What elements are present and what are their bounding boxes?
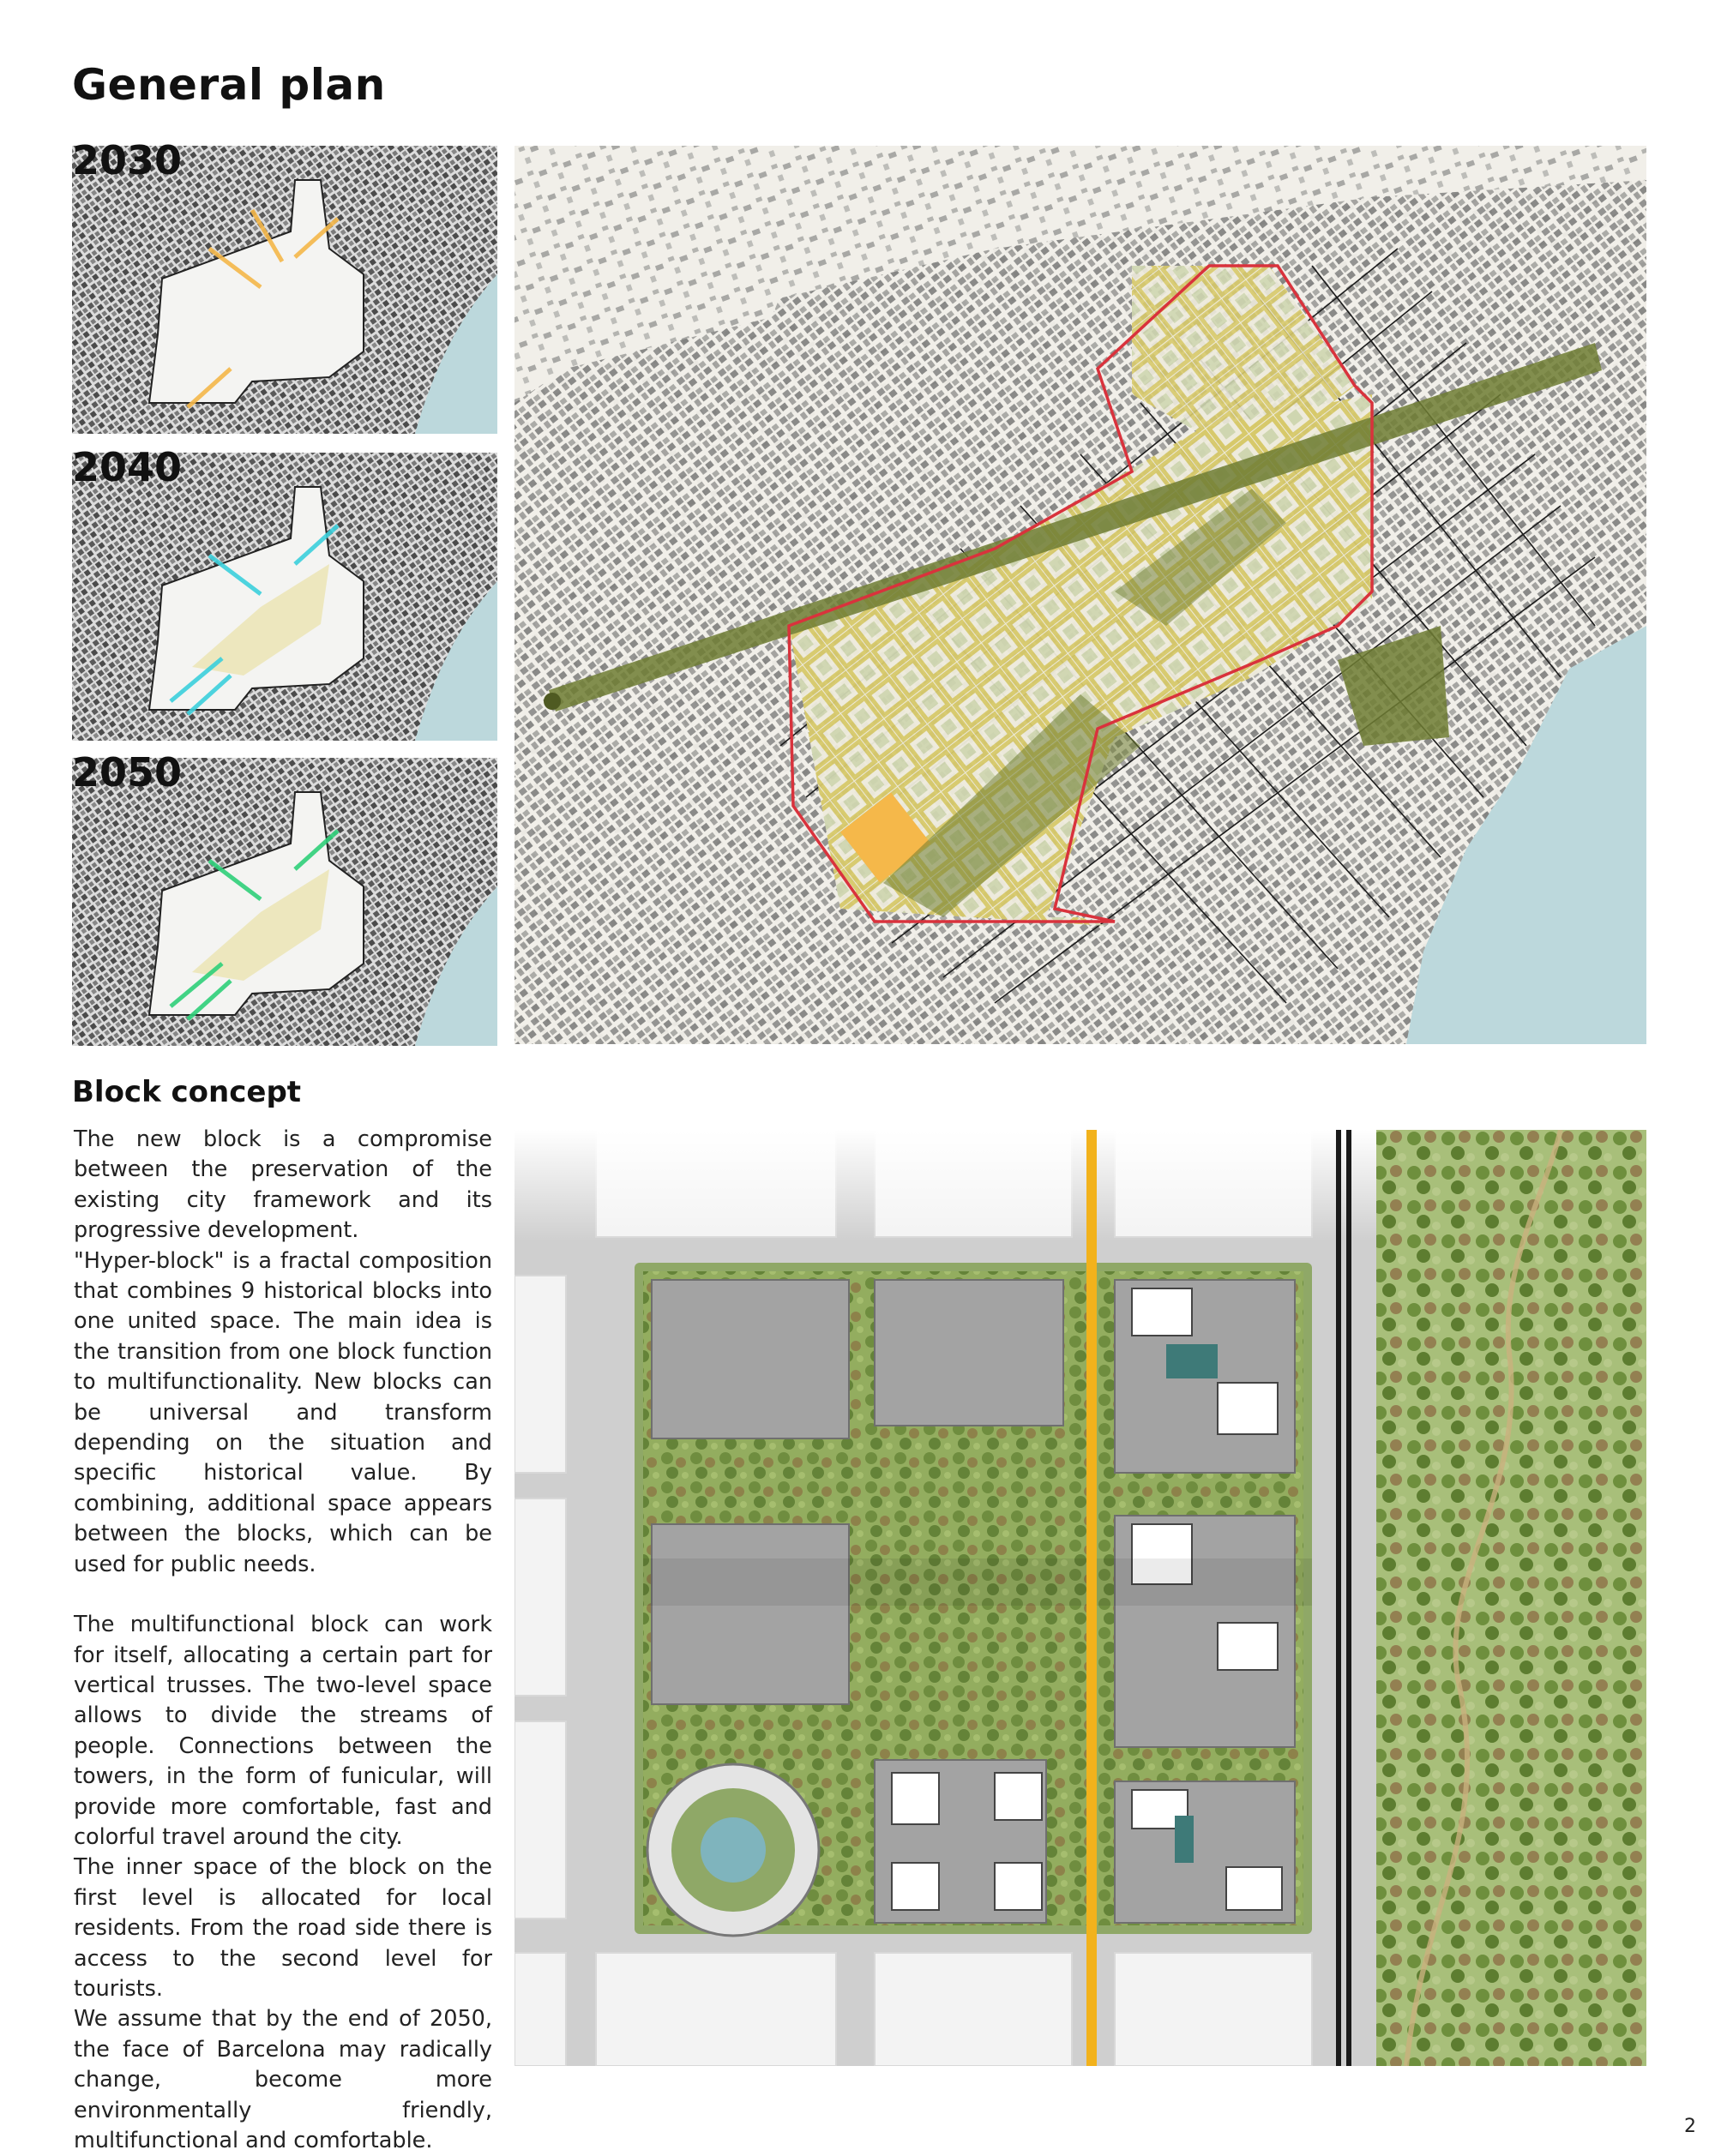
page-number: 2 [1684, 2116, 1696, 2137]
paragraph-5: We assume that by the end of 2050, the face of Barcelona may radically change, become more environmentally friendly, multifunctional and comfortable. [74, 2006, 492, 2153]
stage-year-0: 2030 [72, 137, 183, 183]
paragraph-1: The new block is a compromise between the preservation of the existing city framework and its progressive development. [74, 1126, 492, 1244]
general-plan-map-svg [514, 146, 1646, 1044]
stage-map-0 [72, 146, 497, 434]
paragraph-3: The multifunctional block can work for itself, allocating a certain part for vertical trusses. The two-level space allows to divide the streams of people. Connections between the towers, in the form of funicular, will provide more comfortable, fast and colorful travel around the city. [74, 1612, 492, 1850]
stage-year-1: 2040 [72, 444, 183, 490]
courtyard-pool [1166, 1344, 1218, 1378]
general-plan-map [514, 146, 1646, 1044]
block-plan-svg [514, 1130, 1646, 2066]
paragraph-spacer [74, 1580, 492, 1610]
paragraph-2: "Hyper-block" is a fractal composition that combines 9 historical blocks into one united space. The main idea is the transition from one block function to multifunctionality. New blocks can be universal and transform depending on the situation and specific historical value. By combining, additional space appears between the blocks, which can be used for public needs. [74, 1247, 492, 1577]
section-title-block-concept: Block concept [72, 1075, 302, 1109]
page-title: General plan [72, 60, 386, 110]
paragraph-4: The inner space of the block on the first level is allocated for local residents. From the road side there is access to the second level for tourists. [74, 1854, 492, 2002]
rail-line [1336, 1130, 1341, 2066]
yellow-transit-line [1086, 1130, 1097, 2066]
block-concept-text [74, 1125, 492, 2156]
stage-map-1 [72, 453, 497, 741]
round-building [647, 1764, 819, 1936]
block-plan [514, 1130, 1646, 2066]
stage-map-2 [72, 758, 497, 1046]
forest-park [1376, 1130, 1646, 2066]
stage-year-2: 2050 [72, 749, 183, 796]
